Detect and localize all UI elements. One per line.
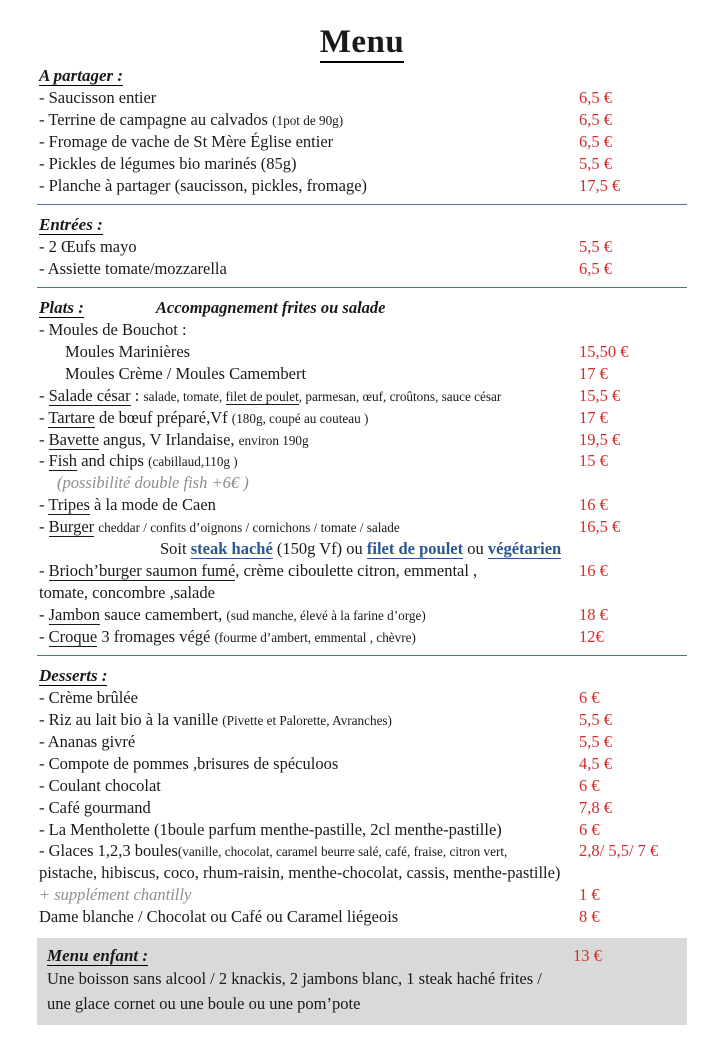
menu-row [35, 472, 689, 494]
item-price: 17 € [579, 363, 608, 383]
item-label: - Fish and chips (cabillaud,110g ) [39, 451, 238, 471]
menu-row [35, 385, 689, 407]
item-price: 19,5 € [579, 429, 621, 449]
section-heading-a-partager: A partager : [39, 66, 124, 86]
item-note: (Pivette et Palorette, Avranches) [222, 712, 392, 728]
menu-row [35, 709, 689, 731]
item-price: 18 € [579, 605, 608, 625]
menu-row [35, 819, 689, 841]
menu-row [35, 797, 689, 819]
menu-row [35, 258, 689, 280]
item-note: (1pot de 90g) [272, 113, 344, 129]
burger-options-line: Soit steak haché (150g Vf) ou filet de poulet ou végétarien [160, 539, 562, 559]
menu-row [35, 87, 689, 109]
menu-row [35, 341, 689, 363]
item-price: 2,8/ 5,5/ 7 € [579, 841, 659, 861]
item-label-underlined: Bavette [48, 429, 100, 449]
menu-row [35, 775, 689, 797]
item-note-continuation: pistache, hibiscus, coco, rhum-raisin, menthe-chocolat, cassis, menthe-pastille) [39, 863, 561, 883]
item-label: - Ananas givré [39, 731, 136, 751]
item-label: - Assiette tomate/mozzarella [39, 258, 227, 278]
item-label-underlined: Salade césar [48, 385, 131, 405]
item-price: 7,8 € [579, 797, 612, 817]
item-price: 8 € [579, 907, 600, 927]
menu-row [35, 604, 689, 626]
item-label-continuation: tomate, concombre ,salade [39, 583, 215, 603]
item-price: 15 € [579, 451, 608, 471]
menu-row [35, 494, 689, 516]
menu-row [35, 407, 689, 429]
item-label: - Fromage de vache de St Mère Église entier [39, 132, 334, 152]
kids-menu-heading: Menu enfant : [47, 946, 149, 966]
item-label: - Tartare de bœuf préparé,Vf (180g, coupé au couteau ) [39, 407, 369, 427]
item-label: - Riz au lait bio à la vanille (Pivette et Palorette, Avranches) [39, 709, 392, 729]
item-price: 12€ [579, 626, 604, 646]
menu-row [35, 516, 689, 538]
item-label: - Jambon sauce camembert, (sud manche, élevé à la farine d’orge) [39, 605, 426, 625]
menu-row [35, 840, 689, 862]
item-price: 15,50 € [579, 341, 629, 361]
item-label-underlined: Jambon [48, 605, 100, 625]
section-header-row [35, 296, 689, 319]
menu-row [35, 731, 689, 753]
item-label-underlined: Tartare [48, 407, 95, 427]
item-note: (vanille, chocolat, caramel beurre salé, café, fraise, citron vert, [177, 844, 508, 860]
item-price: 6,5 € [579, 132, 612, 152]
burger-option-poulet: filet de poulet [366, 539, 464, 559]
item-price: 6,5 € [579, 88, 612, 108]
item-label: - Bavette angus, V Irlandaise, environ 190g [39, 429, 309, 449]
item-note: salade, tomate, filet de poulet, parmesan, œuf, croûtons, sauce césar [143, 388, 502, 404]
item-label: - Saucisson entier [39, 88, 157, 108]
item-price: 15,5 € [579, 385, 621, 405]
burger-option-steak: steak haché [190, 539, 273, 559]
menu-row [35, 538, 689, 560]
kids-menu-header-row [47, 946, 677, 966]
section-a-partager [35, 64, 689, 197]
section-entrees [35, 213, 689, 280]
menu-row [35, 109, 689, 131]
section-divider [37, 204, 687, 205]
item-label: - Pickles de légumes bio marinés (85g) [39, 154, 297, 174]
item-label: Moules Marinières [65, 341, 191, 361]
menu-row [35, 560, 689, 582]
menu-row [35, 626, 689, 648]
kids-menu-line-1: Une boisson sans alcool / 2 knackis, 2 jambons blanc, 1 steak haché frites / [47, 969, 542, 989]
item-price: 6,5 € [579, 258, 612, 278]
item-label-underlined: Fish [48, 451, 78, 471]
menu-row [35, 753, 689, 775]
menu-row [35, 175, 689, 197]
kids-menu-box [37, 938, 687, 1025]
item-label: - Planche à partager (saucisson, pickles, fromage) [39, 176, 368, 196]
item-note-muted: (possibilité double fish +6€ ) [57, 473, 249, 493]
menu-row-continuation [35, 582, 689, 604]
menu-row [35, 884, 689, 906]
item-price: 5,5 € [579, 236, 612, 256]
item-label: - Crème brûlée [39, 687, 138, 707]
item-label: - Coulant chocolat [39, 775, 161, 795]
menu-row [35, 687, 689, 709]
item-note: (cabillaud,110g ) [148, 454, 238, 470]
section-desserts [35, 664, 689, 928]
section-divider [37, 287, 687, 288]
item-label: - 2 Œufs mayo [39, 236, 137, 256]
page-title-text: Menu [320, 24, 405, 63]
kids-menu-line-2: une glace cornet ou une boule ou une pom’pote [47, 993, 361, 1013]
item-label: - Burger cheddar / confits d’oignons / cornichons / tomate / salade [39, 517, 400, 537]
section-header-row [35, 64, 689, 87]
item-price: 4,5 € [579, 753, 612, 773]
item-label-underlined: Tripes [48, 495, 90, 515]
section-heading-desserts: Desserts : [39, 665, 108, 685]
item-price: 6 € [579, 687, 600, 707]
section-heading-entrees: Entrées : [39, 214, 103, 234]
item-price: 17,5 € [579, 176, 621, 196]
menu-row [35, 319, 689, 341]
item-price: 5,5 € [579, 731, 612, 751]
item-price: 6,5 € [579, 110, 612, 130]
item-price: 5,5 € [579, 709, 612, 729]
menu-row [35, 363, 689, 385]
item-price: 1 € [579, 885, 600, 905]
item-price: 6 € [579, 819, 600, 839]
item-label: - Brioch’burger saumon fumé, crème ciboulette citron, emmental , [39, 561, 478, 581]
item-label: - Compote de pommes ,brisures de spéculoos [39, 753, 339, 773]
item-label: - Café gourmand [39, 797, 151, 817]
menu-row-continuation [35, 862, 689, 884]
menu-row [35, 153, 689, 175]
item-label-underlined: Croque [48, 626, 98, 646]
item-note-muted: + supplément chantilly [39, 885, 192, 905]
item-label-underlined: Brioch’burger saumon fumé [48, 561, 236, 581]
item-note: environ 190g [238, 432, 309, 448]
item-label: Moules Crème / Moules Camembert [65, 363, 307, 383]
item-label: - Moules de Bouchot : [39, 319, 187, 339]
menu-row [35, 236, 689, 258]
item-price: 16 € [579, 561, 608, 581]
item-price: 16 € [579, 495, 608, 515]
item-label: - Croque 3 fromages végé (fourme d’ambert, emmental , chèvre) [39, 626, 416, 646]
item-note-emph: filet de poulet [225, 388, 299, 404]
menu-row [35, 131, 689, 153]
item-note: cheddar / confits d’oignons / cornichons / tomate / salade [98, 520, 400, 536]
menu-page [0, 24, 724, 1048]
item-note: (180g, coupé au couteau ) [231, 410, 369, 426]
item-price: 5,5 € [579, 154, 612, 174]
item-label-underlined: Burger [48, 517, 95, 537]
section-subnote-plats: Accompagnement frites ou salade [155, 297, 386, 317]
kids-menu-price: 13 € [573, 946, 602, 966]
item-label: - Glaces 1,2,3 boules(vanille, chocolat, caramel beurre salé, café, fraise, citron vert, [39, 841, 508, 861]
menu-row [35, 429, 689, 451]
page-title [35, 24, 689, 60]
menu-row [35, 906, 689, 928]
item-price: 16,5 € [579, 517, 621, 537]
item-price: 17 € [579, 407, 608, 427]
menu-row [35, 450, 689, 472]
item-label: - Tripes à la mode de Caen [39, 495, 216, 515]
section-divider [37, 655, 687, 656]
item-label: - Terrine de campagne au calvados (1pot de 90g) [39, 110, 344, 130]
item-note: (sud manche, élevé à la farine d’orge) [226, 608, 426, 624]
item-note: (fourme d’ambert, emmental , chèvre) [214, 629, 416, 645]
item-price: 6 € [579, 775, 600, 795]
item-label: - La Mentholette (1boule parfum menthe-pastille, 2cl menthe-pastille) [39, 819, 502, 839]
item-label: - Salade césar : salade, tomate, filet de poulet, parmesan, œuf, croûtons, sauce césar [39, 385, 502, 405]
section-heading-plats: Plats : [39, 297, 84, 317]
section-plats [35, 296, 689, 648]
item-label: Dame blanche / Chocolat ou Café ou Caramel liégeois [39, 907, 399, 927]
burger-option-vegetarien: végétarien [487, 539, 562, 559]
